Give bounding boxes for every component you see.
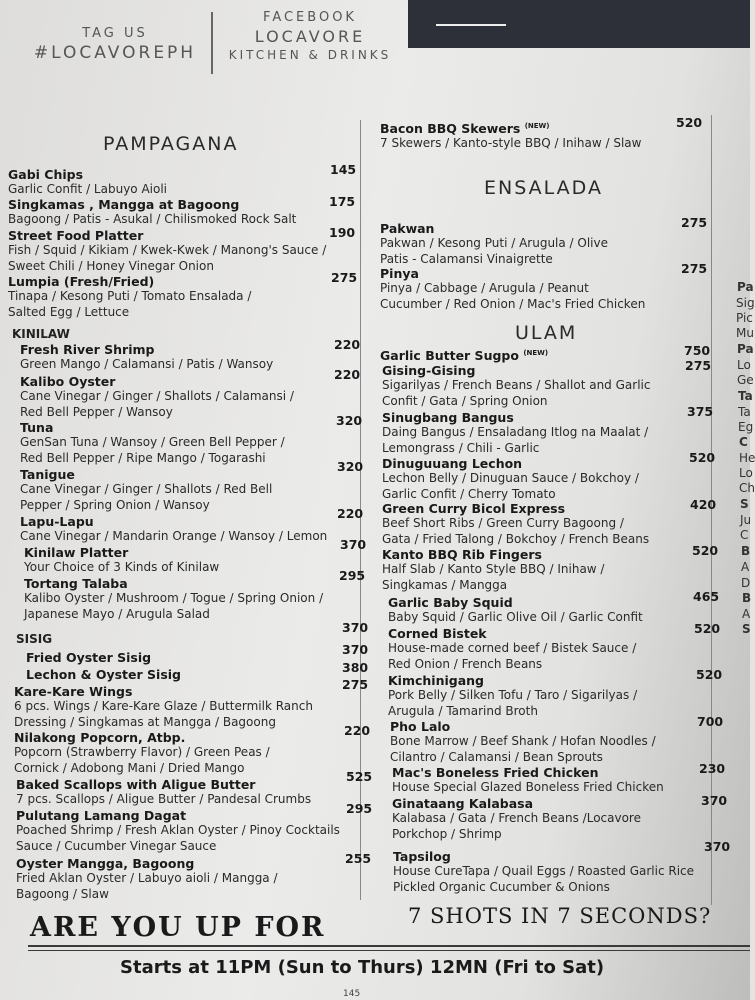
item-name: Kare-Kare Wings: [14, 684, 133, 699]
menu-item-gabi-chips: [8, 167, 167, 198]
item-desc: Lemongrass / Chili - Garlic: [382, 440, 540, 455]
item-name: Gising-Gising: [382, 363, 476, 378]
item-price: 370: [342, 642, 369, 657]
item-name: Lapu-Lapu: [20, 514, 94, 529]
menu-item-nilakong-popcorn: [14, 730, 270, 776]
cutoff-text: D: [741, 576, 751, 590]
cutoff-text: A: [741, 560, 750, 574]
item-desc: Poached Shrimp / Fresh Aklan Oyster / Pinoy Cocktails: [16, 823, 340, 837]
item-name: Fried Oyster Sisig: [26, 650, 152, 665]
cutoff-text: Ge: [737, 373, 754, 387]
item-desc: Dressing / Singkamas at Mangga / Bagoong: [14, 714, 276, 729]
item-price: 255: [345, 851, 372, 866]
menu-header: [0, 0, 750, 80]
item-desc: Pickled Organic Cucumber & Onions: [393, 879, 610, 894]
item-name: Green Curry Bicol Express: [382, 501, 566, 516]
item-name: Pulutang Lamang Dagat: [16, 808, 187, 823]
item-name: Lumpia (Fresh/Fried): [8, 274, 155, 289]
promo-heading: ARE YOU UP FOR: [30, 912, 326, 943]
item-price: 275: [331, 270, 358, 285]
item-desc: Sweet Chili / Honey Vinegar Onion: [8, 258, 214, 273]
menu-item-kimchinigang: [388, 673, 637, 719]
item-desc: Kalabasa / Gata / French Beans /Locavore: [392, 811, 641, 825]
item-price: 320: [336, 413, 363, 428]
item-name: Nilakong Popcorn, Atbp.: [14, 730, 186, 745]
cutoff-text: Ta: [738, 389, 753, 403]
item-desc: Bagoong / Slaw: [16, 886, 109, 901]
menu-item-lechon-oyster-sisig: [26, 667, 181, 682]
item-desc: Garlic Confit / Cherry Tomato: [382, 486, 556, 501]
item-price: 700: [697, 714, 724, 729]
item-desc: Confit / Gata / Spring Onion: [382, 393, 548, 408]
item-desc: Cane Vinegar / Ginger / Shallots / Red Bell: [20, 482, 273, 496]
item-desc: Pork Belly / Silken Tofu / Taro / Sigarilyas /: [388, 688, 638, 702]
menu-item-green-curry-bicol-express: [382, 501, 649, 547]
item-desc: Green Mango / Calamansi / Patis / Wansoy: [20, 357, 274, 371]
item-price: 380: [342, 660, 369, 675]
new-tag: (NEW): [524, 121, 550, 130]
item-name: Kinilaw Platter: [24, 545, 129, 560]
cutoff-text: Lo: [739, 466, 753, 480]
cutoff-text: Pa: [737, 342, 754, 356]
promo-subheading: 7 SHOTS IN 7 SECONDS?: [408, 904, 712, 928]
item-desc: Half Slab / Kanto Style BBQ / Inihaw /: [382, 562, 605, 576]
item-desc: Daing Bangus / Ensaladang Itlog na Maalat /: [382, 425, 649, 439]
item-price: 220: [344, 723, 371, 738]
menu-item-kare-kare-wings: [14, 684, 313, 730]
menu-item-bacon-bbq-skewers: [380, 121, 641, 152]
item-name: Pakwan: [380, 221, 435, 236]
item-price: 520: [696, 667, 723, 682]
cutoff-text: Ta: [738, 405, 751, 419]
menu-item-pulutang-lamang-dagat: [16, 808, 340, 854]
menu-item-tortang-talaba: [24, 576, 323, 622]
cutoff-text: Pic: [736, 311, 753, 325]
item-desc: Pepper / Spring Onion / Wansoy: [20, 497, 210, 512]
item-name: Mac's Boneless Fried Chicken: [392, 765, 599, 780]
menu-item-pakwan: [380, 221, 608, 267]
cutoff-text: B: [741, 544, 751, 558]
item-name: Lechon & Oyster Sisig: [26, 667, 181, 682]
item-name: Gabi Chips: [8, 167, 84, 182]
item-price: 275: [342, 677, 369, 692]
item-desc: House-made corned beef / Bistek Sauce /: [388, 641, 637, 655]
item-desc: House CureTapa / Quail Eggs / Roasted Garlic Rice: [393, 864, 695, 878]
restaurant-name: LOCAVORE: [254, 27, 366, 46]
item-name-text: Bacon BBQ Skewers: [380, 121, 521, 136]
cutoff-text: Pa: [737, 280, 754, 294]
item-name: Pinya: [380, 266, 419, 281]
item-desc: Kalibo Oyster / Mushroom / Togue / Spring Onion /: [24, 591, 324, 605]
menu-item-tanigue: [20, 467, 272, 513]
item-desc: Gata / Fried Talong / Bokchoy / French Beans: [382, 531, 650, 546]
item-name: Kanto BBQ Rib Fingers: [382, 547, 542, 562]
section-kinilaw: KINILAW: [12, 327, 70, 341]
item-name: Oyster Mangga, Bagoong: [16, 856, 195, 871]
cutoff-text: Mu: [736, 326, 754, 340]
item-price: 275: [681, 215, 708, 230]
item-desc: Cane Vinegar / Mandarin Orange / Wansoy / Lemon: [20, 529, 328, 543]
menu-item-tapsilog: [393, 849, 694, 895]
menu-item-baked-scallops: [16, 777, 311, 808]
item-price: 370: [701, 793, 728, 808]
cutoff-text: C: [740, 528, 749, 542]
cutoff-text: Lo: [737, 358, 751, 372]
item-name: Baked Scallops with Aligue Butter: [16, 777, 256, 792]
item-desc: Lechon Belly / Dinuguan Sauce / Bokchoy /: [382, 471, 639, 485]
item-desc: House Special Glazed Boneless Fried Chicken: [392, 780, 664, 794]
menu-item-garlic-butter-sugpo: [380, 348, 548, 363]
item-name: Garlic Baby Squid: [388, 595, 513, 610]
item-desc: Cane Vinegar / Ginger / Shallots / Calamansi /: [20, 389, 294, 403]
item-price: 750: [684, 343, 711, 358]
item-name: Corned Bistek: [388, 626, 487, 641]
item-desc: Red Bell Pepper / Wansoy: [20, 404, 173, 419]
menu-item-ginataang-kalabasa: [392, 796, 641, 842]
item-price: 275: [685, 358, 712, 373]
item-desc: Arugula / Tamarind Broth: [388, 703, 538, 718]
item-name: Pho Lalo: [390, 719, 451, 734]
item-price: 370: [340, 537, 367, 552]
menu-item-singkamas: [8, 197, 296, 228]
cutoff-text: S: [742, 622, 751, 636]
item-price: 375: [687, 404, 714, 419]
facebook-label: FACEBOOK: [263, 10, 357, 25]
item-desc: Pakwan / Kesong Puti / Arugula / Olive: [380, 236, 608, 250]
menu-item-gising-gising: [382, 363, 650, 409]
item-desc: Bagoong / Patis - Asukal / Chilismoked Rock Salt: [8, 212, 297, 226]
item-name: Fresh River Shrimp: [20, 342, 155, 357]
menu-item-pho-lalo: [390, 719, 656, 765]
menu-item-oyster-mangga: [16, 856, 278, 902]
item-desc: Cucumber / Red Onion / Mac's Fried Chicken: [380, 296, 646, 311]
item-name: Tuna: [20, 420, 54, 435]
promo-divider: [28, 945, 750, 947]
item-price: 525: [346, 769, 373, 784]
header-dark-box: [408, 0, 750, 48]
item-price: 420: [690, 497, 717, 512]
item-desc: Pinya / Cabbage / Arugula / Peanut: [380, 281, 589, 295]
page-number: 145: [343, 989, 361, 999]
item-desc: Popcorn (Strawberry Flavor) / Green Peas /: [14, 745, 270, 759]
section-ensalada: ENSALADA: [484, 177, 603, 199]
item-price: 520: [694, 621, 721, 636]
item-desc: Red Bell Pepper / Ripe Mango / Togarashi: [20, 450, 266, 465]
item-price: 190: [329, 225, 356, 240]
item-name: Ginataang Kalabasa: [392, 796, 534, 811]
item-desc: Fried Aklan Oyster / Labuyo aioli / Mangga /: [16, 871, 278, 885]
item-name: Kimchinigang: [388, 673, 485, 688]
item-price: 520: [689, 450, 716, 465]
item-desc: GenSan Tuna / Wansoy / Green Bell Pepper /: [20, 435, 285, 449]
item-price: 230: [699, 761, 726, 776]
item-desc: Beef Short Ribs / Green Curry Bagoong /: [382, 516, 624, 530]
item-price: 220: [334, 367, 361, 382]
item-desc: Bone Marrow / Beef Shank / Hofan Noodles /: [390, 734, 656, 748]
menu-item-pinya: [380, 266, 645, 312]
item-name: Tortang Talaba: [24, 576, 128, 591]
menu-item-corned-bistek: [388, 626, 636, 672]
new-tag: (NEW): [523, 348, 549, 357]
cutoff-text: C: [739, 435, 748, 449]
restaurant-subtitle: KITCHEN & DRINKS: [228, 48, 392, 62]
item-desc: Garlic Confit / Labuyo Aioli: [8, 182, 167, 196]
item-price: 275: [681, 261, 708, 276]
menu-item-tuna: [20, 420, 285, 466]
menu-item-macs-boneless-fried-chicken: [392, 765, 664, 796]
item-desc: Patis - Calamansi Vinaigrette: [380, 251, 553, 266]
item-price: 295: [346, 801, 373, 816]
menu-item-kanto-bbq-rib-fingers: [382, 547, 604, 593]
item-desc: Red Onion / French Beans: [388, 656, 543, 671]
item-price: 220: [337, 506, 364, 521]
item-desc: 7 pcs. Scallops / Aligue Butter / Pandesal Crumbs: [16, 792, 312, 806]
menu-item-fried-oyster-sisig: [26, 650, 151, 665]
item-price: 320: [337, 459, 364, 474]
item-desc: Fish / Squid / Kikiam / Kwek-Kwek / Manong's Sauce /: [8, 243, 327, 257]
menu-item-lumpia: [8, 274, 251, 320]
cutoff-text: He: [739, 451, 755, 465]
item-name: Dinuguuang Lechon: [382, 456, 523, 471]
cutoff-text: S: [740, 497, 749, 511]
tag-us-block: [30, 26, 200, 63]
item-price: 520: [692, 543, 719, 558]
item-desc: 7 Skewers / Kanto-style BBQ / Inihaw / Slaw: [380, 136, 642, 150]
item-desc: Baby Squid / Garlic Olive Oil / Garlic Confit: [388, 610, 643, 624]
item-price: 520: [676, 115, 703, 130]
item-desc: Singkamas / Mangga: [382, 577, 508, 592]
section-ulam: ULAM: [515, 322, 578, 344]
menu-item-fresh-river-shrimp: [20, 342, 273, 373]
menu-item-garlic-baby-squid: [388, 595, 643, 626]
menu-item-kalibo-oyster: [20, 374, 294, 420]
item-name: Tapsilog: [393, 849, 451, 864]
item-desc: Salted Egg / Lettuce: [8, 304, 130, 319]
tag-us-label: TAG US: [82, 26, 148, 41]
item-desc: Tinapa / Kesong Puti / Tomato Ensalada /: [8, 289, 252, 303]
item-name: Sinugbang Bangus: [382, 410, 514, 425]
cutoff-text: A: [742, 607, 751, 621]
menu-item-street-food-platter: [8, 228, 326, 274]
menu-item-sinugbang-bangus: [382, 410, 648, 456]
cutoff-text: Ch: [739, 481, 755, 495]
item-desc: Cornick / Adobong Mani / Dried Mango: [14, 760, 245, 775]
menu-item-dinuguuang-lechon: [382, 456, 639, 502]
item-name: Kalibo Oyster: [20, 374, 116, 389]
item-price: 175: [329, 194, 356, 209]
menu-item-lapu-lapu: [20, 514, 327, 545]
cutoff-text: Sig: [736, 296, 755, 310]
sisig-price: 370: [342, 620, 369, 635]
item-name-text: Garlic Butter Sugpo: [380, 348, 519, 363]
facebook-block: [225, 10, 395, 62]
item-name: Singkamas , Mangga at Bagoong: [8, 197, 240, 212]
item-price: 145: [330, 162, 357, 177]
item-desc: Japanese Mayo / Arugula Salad: [24, 606, 210, 621]
item-name: Tanigue: [20, 467, 75, 482]
promo-hours: Starts at 11PM (Sun to Thurs) 12MN (Fri to Sat): [120, 957, 605, 978]
promo-divider-thin: [28, 950, 750, 951]
menu-item-kinilaw-platter: [24, 545, 219, 576]
header-divider: [211, 12, 213, 74]
item-price: 370: [704, 839, 731, 854]
item-desc: Your Choice of 3 Kinds of Kinilaw: [24, 560, 220, 574]
item-name: [380, 121, 641, 136]
item-desc: Cilantro / Calamansi / Bean Sprouts: [390, 749, 603, 764]
item-name: Street Food Platter: [8, 228, 144, 243]
item-desc: Sauce / Cucumber Vinegar Sauce: [16, 838, 217, 853]
item-price: 295: [339, 568, 366, 583]
item-price: 465: [693, 589, 720, 604]
hashtag: #LOCAVOREPH: [33, 43, 197, 63]
cutoff-text: Eg: [738, 420, 754, 434]
header-bar: [436, 24, 506, 26]
section-pampagana: PAMPAGANA: [103, 133, 239, 155]
item-desc: 6 pcs. Wings / Kare-Kare Glaze / Buttermilk Ranch: [14, 699, 313, 713]
item-price: 220: [334, 337, 361, 352]
cutoff-text: Ju: [740, 513, 752, 527]
item-desc: Sigarilyas / French Beans / Shallot and Garlic: [382, 378, 651, 392]
section-sisig: SISIG: [16, 632, 53, 646]
item-desc: Porkchop / Shrimp: [392, 826, 502, 841]
item-name: [380, 348, 548, 363]
cutoff-text: B: [742, 591, 752, 605]
